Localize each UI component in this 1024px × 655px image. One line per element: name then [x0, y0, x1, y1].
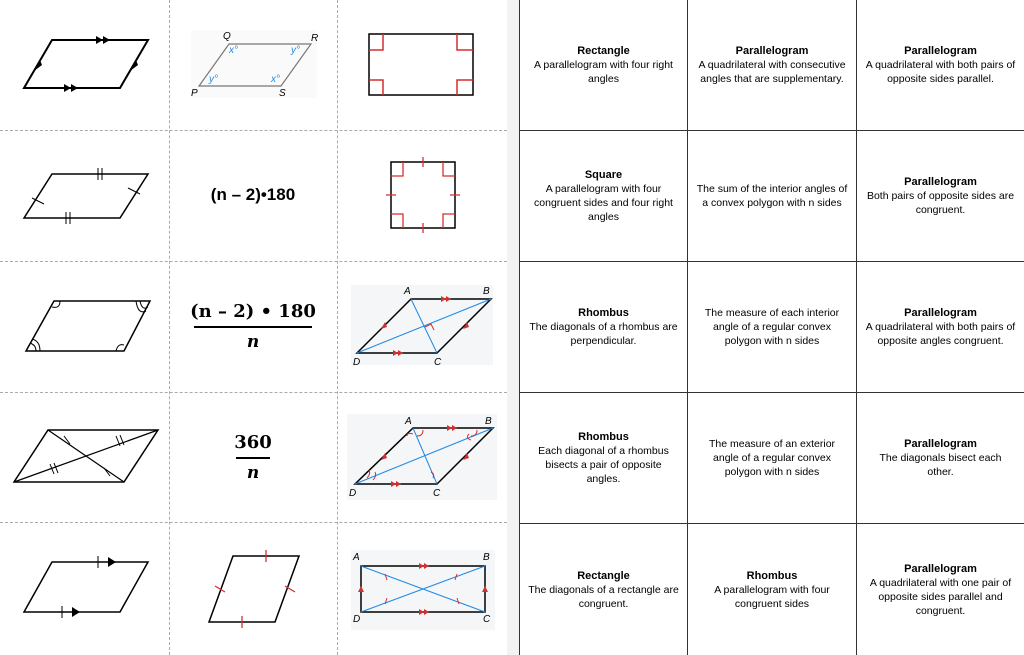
square-figure — [337, 130, 507, 261]
definition-cards-panel — [519, 0, 1024, 655]
one-pair-parallel-congruent-figure — [0, 522, 169, 655]
panel-gap — [507, 0, 519, 655]
definition-card — [857, 0, 1024, 131]
fraction-numerator: 360 — [234, 432, 272, 453]
definition-card — [857, 262, 1024, 393]
card-body: A quadrilateral with both pairs of opposite angles congruent. — [865, 321, 1016, 347]
definition-card — [688, 0, 857, 131]
vertex-b-label: B — [483, 552, 490, 563]
vertex-d-label: D — [353, 614, 361, 625]
rhombus-congruent-sides-figure — [169, 522, 337, 655]
vertex-c-label: C — [483, 614, 491, 625]
definition-card — [688, 131, 857, 262]
fraction-denominator: n — [246, 332, 260, 352]
each-interior-formula-card — [169, 261, 337, 392]
definition-card — [520, 524, 688, 655]
definition-card — [688, 262, 857, 393]
card-title: Rectangle — [577, 569, 630, 582]
card-title: Parallelogram — [735, 45, 809, 57]
card-body: The measure of an exterior angle of a regular convex polygon with n sides — [708, 438, 836, 478]
each-interior-fraction — [169, 301, 337, 352]
card-title: Parallelogram — [904, 307, 977, 319]
rectangle-congruent-diagonals-figure — [337, 522, 507, 655]
definition-card — [857, 524, 1024, 655]
card-title: Parallelogram — [904, 562, 977, 575]
card-title: Parallelogram — [904, 176, 977, 188]
card-title: Rhombus — [578, 431, 629, 443]
vertex-r-label: R — [311, 33, 319, 44]
card-body: The diagonals bisect each other. — [879, 452, 1002, 478]
sum-interior-formula-card — [169, 130, 337, 261]
fraction-denominator: n — [246, 463, 260, 483]
card-body: A quadrilateral with both pairs of opposite sides parallel. — [865, 59, 1016, 85]
card-body: Each diagonal of a rhombus bisects a pair of opposite angles. — [538, 445, 669, 485]
bisecting-diagonals-parallelogram-figure — [0, 392, 169, 522]
card-title: Rhombus — [578, 307, 629, 319]
card-body: A parallelogram with four right angles — [534, 59, 673, 85]
vertex-a-label: A — [405, 416, 412, 427]
sum-interior-formula: (n – 2)•180 — [210, 185, 296, 204]
definition-card — [520, 131, 688, 262]
definition-card — [520, 262, 688, 393]
pqrs-parallelogram-figure — [169, 0, 337, 130]
congruent-angles-parallelogram-figure — [0, 261, 169, 392]
vertex-b-label: B — [483, 286, 490, 297]
card-body: The diagonals of a rectangle are congruent. — [528, 583, 679, 610]
exterior-formula-card — [169, 392, 337, 522]
definition-card — [520, 393, 688, 524]
fraction-bar — [194, 326, 312, 328]
definition-card — [857, 131, 1024, 262]
vertex-c-label: C — [433, 488, 441, 499]
definition-card — [688, 393, 857, 524]
card-title: Parallelogram — [904, 45, 977, 57]
card-body: The diagonals of a rhombus are perpendicular. — [529, 321, 678, 347]
vertex-c-label: C — [434, 357, 442, 368]
vertex-a-label: A — [404, 286, 411, 297]
rectangle-right-angles-figure — [337, 0, 507, 130]
definition-card — [857, 393, 1024, 524]
card-body: A quadrilateral with one pair of opposite sides parallel and congruent. — [869, 576, 1012, 617]
angle-label: y° — [291, 45, 300, 56]
fraction-bar — [236, 457, 270, 459]
congruent-sides-parallelogram-figure — [0, 130, 169, 261]
vertex-q-label: Q — [223, 31, 231, 42]
vertex-d-label: D — [353, 357, 361, 368]
vertex-b-label: B — [485, 416, 492, 427]
card-body: The sum of the interior angles of a convex polygon with n sides — [696, 183, 848, 209]
vertex-a-label: A — [353, 552, 360, 563]
card-body: The measure of each interior angle of a regular convex polygon with n sides — [704, 307, 840, 347]
definition-card — [520, 0, 688, 131]
card-body: Both pairs of opposite sides are congruent. — [866, 190, 1015, 216]
card-title: Square — [584, 169, 623, 181]
card-body: A quadrilateral with consecutive angles that are supplementary. — [698, 59, 846, 85]
rhombus-angle-bisector-figure — [337, 392, 507, 522]
rhombus-perpendicular-diagonals-figure — [337, 261, 507, 392]
card-body: A parallelogram with four congruent sides and four right angles — [534, 183, 673, 223]
exterior-fraction — [169, 432, 337, 483]
angle-label: x° — [271, 74, 280, 85]
angle-label: y° — [209, 74, 218, 85]
angle-label: x° — [229, 45, 238, 56]
vertex-s-label: S — [279, 88, 286, 99]
vertex-p-label: P — [191, 88, 198, 99]
card-title: Rhombus — [746, 569, 798, 582]
definition-card — [688, 524, 857, 655]
card-title: Rectangle — [577, 45, 630, 57]
fraction-numerator: (n – 2) • 180 — [190, 301, 316, 322]
figure-cards-panel — [0, 0, 507, 655]
vertex-d-label: D — [349, 488, 357, 499]
card-title: Parallelogram — [904, 438, 977, 450]
card-body: A parallelogram with four congruent sides — [714, 583, 830, 610]
parallel-sides-parallelogram-figure — [0, 0, 169, 130]
